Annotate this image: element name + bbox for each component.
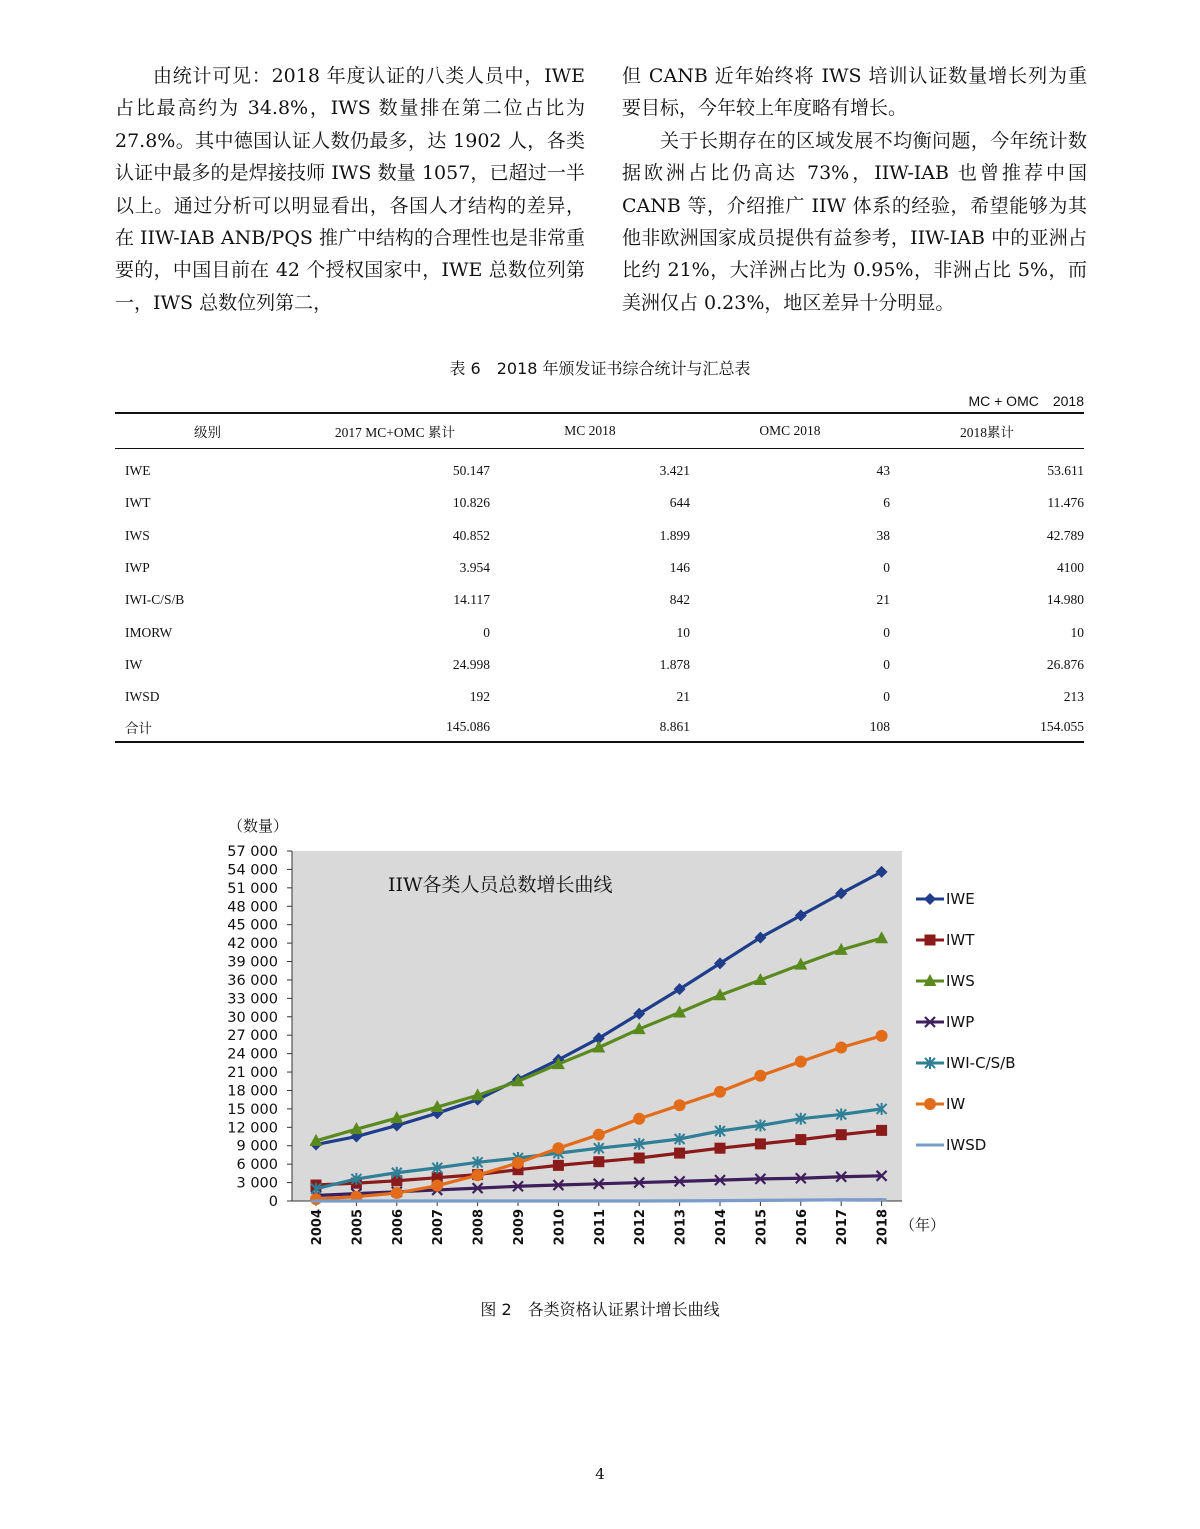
table-row-label: IWE (125, 463, 151, 479)
data-point-iw (431, 1180, 443, 1192)
table-cell: 21 (676, 689, 690, 705)
paragraph-right-regional: 关于长期存在的区域发展不均衡问题，今年统计数据欧洲占比仍高达 73%，IIW-IAB 也曾推荐中国 CANB 等，介绍推广 IIW 体系的经验，希望能够为其他非欧洲国家成员提供有益参考，IIW-IAB 中的亚洲占比约 21%，大洋洲占比为 0.95%，非洲占比 5%，而美洲仅占 0.23%，地区差异十分明显。 (622, 129, 1087, 314)
y-tick-label: 51 000 (227, 880, 278, 897)
y-tick-label: 3 000 (236, 1175, 278, 1192)
data-point-iwsd (513, 1200, 523, 1203)
table-cell: 0 (883, 624, 890, 640)
data-point-iwsd (311, 1200, 321, 1203)
figure-caption: 图 2 各类资格认证累计增长曲线 (480, 1300, 720, 1319)
y-tick-label: 15 000 (227, 1101, 278, 1118)
table-cell: 644 (669, 495, 690, 511)
page-number: 4 (595, 1465, 605, 1483)
table-row-label: IWSD (125, 689, 160, 705)
chart-title: IIW各类人员总数增长曲线 (388, 874, 613, 896)
table-header-cell: 2017 MC+OMC 累计 (300, 413, 490, 449)
data-point-iwsd (715, 1199, 725, 1202)
legend-label-iwt: IWT (946, 931, 975, 949)
data-point-iw (310, 1193, 322, 1205)
table-header-cell: 级别 (115, 413, 300, 449)
growth-chart-svg (0, 800, 1200, 1260)
data-point-iw (512, 1157, 524, 1169)
table-row-label: IWS (125, 527, 150, 543)
y-tick-label: 6 000 (236, 1157, 278, 1174)
table-cell: 0 (483, 624, 490, 640)
table-row (115, 552, 1084, 584)
legend-marker-iwt (925, 935, 936, 946)
data-point-iw (391, 1187, 403, 1199)
data-point-iwsd (432, 1200, 442, 1203)
data-point-iwsd (351, 1200, 361, 1203)
table-cell: 0 (883, 656, 890, 672)
data-point-iw (876, 1030, 888, 1042)
x-tick-label: 2017 (835, 1209, 851, 1246)
legend-label-iws: IWS (946, 972, 975, 990)
table-header-row (115, 413, 1084, 449)
table-cell: 38 (876, 527, 890, 543)
table-unit-label: MC + OMC 2018 (968, 393, 1084, 409)
table-cell: 43 (876, 463, 890, 479)
x-axis-label: （年） (900, 1216, 946, 1234)
table-cell: 0 (883, 689, 890, 705)
x-tick-label: 2018 (875, 1209, 891, 1246)
x-tick-label: 2008 (471, 1209, 487, 1246)
table-cell: 1.878 (659, 656, 690, 672)
table-row (115, 713, 1084, 742)
data-point-iwsd (755, 1199, 765, 1202)
table-cell: 3.421 (659, 463, 690, 479)
data-point-iw (795, 1056, 807, 1068)
data-point-iw (472, 1169, 484, 1181)
table-cell: 50.147 (452, 463, 490, 479)
legend-marker-iw (924, 1098, 936, 1110)
y-tick-label: 36 000 (227, 972, 278, 989)
table-cell: 14.980 (1046, 592, 1084, 608)
table-row-label: IWP (125, 560, 150, 576)
table-row-label: IWI-C/S/B (125, 592, 185, 608)
x-tick-label: 2011 (592, 1209, 608, 1246)
table-cell: 14.117 (453, 592, 490, 608)
table-header-cell: 2018累计 (890, 413, 1084, 449)
y-tick-label: 12 000 (227, 1120, 278, 1137)
table-cell: 108 (690, 713, 890, 742)
table-cell: 842 (669, 592, 690, 608)
table-cell: 3.954 (459, 560, 490, 576)
text-column-right (622, 60, 1087, 319)
x-tick-label: 2004 (310, 1209, 325, 1246)
data-point-iwsd (836, 1198, 846, 1201)
table-row-label: IWT (125, 495, 151, 511)
table-cell: 154.055 (890, 713, 1084, 742)
table-cell: 0 (883, 560, 890, 576)
table-cell: 10 (676, 624, 690, 640)
table-row-label: IW (125, 656, 143, 672)
table-cell: 10 (1070, 624, 1084, 640)
y-axis-label: （数量） (228, 817, 289, 835)
table-row-label: IMORW (125, 624, 173, 640)
table-row (115, 649, 1084, 681)
y-tick-label: 33 000 (227, 991, 278, 1008)
paragraph-right-continued: 但 CANB 近年始终将 IWS 培训认证数量增长列为重要目标，今年较上年度略有增长。 (622, 65, 1087, 120)
growth-chart (0, 800, 1200, 1260)
data-point-iwt (674, 1148, 685, 1159)
table-row (115, 487, 1084, 519)
table-row (115, 584, 1084, 616)
y-tick-label: 0 (268, 1194, 278, 1210)
data-point-iwsd (634, 1200, 644, 1203)
table-cell: 1.899 (659, 527, 690, 543)
table-cell: 145.086 (300, 713, 490, 742)
table-cell: 10.826 (452, 495, 490, 511)
x-tick-label: 2009 (512, 1209, 527, 1246)
table-header-cell: MC 2018 (490, 413, 690, 449)
table-cell: 146 (669, 560, 690, 576)
data-point-iwt (715, 1143, 726, 1154)
table-row (115, 520, 1084, 552)
y-tick-label: 54 000 (227, 862, 278, 879)
y-tick-label: 9 000 (236, 1138, 278, 1155)
table-body (115, 449, 1084, 743)
table-cell: 26.876 (1046, 656, 1084, 672)
legend-label-iwsd: IWSD (946, 1136, 987, 1154)
legend-label-iw: IW (946, 1095, 966, 1113)
table-row (115, 449, 1084, 488)
table-cell: 21 (876, 592, 890, 608)
x-tick-label: 2016 (794, 1209, 810, 1246)
table-cell: 213 (1063, 689, 1084, 705)
x-tick-label: 2015 (754, 1209, 770, 1246)
y-tick-label: 30 000 (227, 1009, 278, 1026)
x-tick-label: 2014 (714, 1209, 729, 1246)
y-tick-label: 42 000 (227, 936, 278, 953)
table-cell: 40.852 (452, 527, 490, 543)
x-tick-label: 2006 (390, 1209, 406, 1246)
table-cell: 8.861 (490, 713, 690, 742)
table-cell: 53.611 (1047, 463, 1084, 479)
text-column-left (115, 60, 585, 319)
table-header-cell: OMC 2018 (690, 413, 890, 449)
data-point-iwsd (473, 1200, 483, 1203)
x-tick-label: 2007 (431, 1209, 447, 1246)
y-tick-label: 18 000 (227, 1083, 278, 1100)
data-point-iwsd (553, 1200, 563, 1203)
legend-marker-iwsd (925, 1144, 935, 1147)
data-point-iw (835, 1041, 847, 1053)
table-cell: 11.476 (1047, 495, 1084, 511)
table-cell: 24.998 (452, 656, 490, 672)
data-point-iwt (634, 1153, 645, 1164)
data-point-iw (593, 1129, 605, 1141)
data-point-iwsd (796, 1199, 806, 1202)
data-point-iw (674, 1099, 686, 1111)
x-tick-label: 2010 (552, 1209, 568, 1246)
x-tick-label: 2005 (350, 1209, 366, 1246)
table-cell: 192 (469, 689, 490, 705)
table-row (115, 681, 1084, 713)
table-caption: 表 6 2018 年颁发证书综合统计与汇总表 (449, 359, 751, 378)
data-point-iw (552, 1142, 564, 1154)
y-tick-label: 57 000 (227, 844, 278, 860)
table-cell: 6 (883, 495, 890, 511)
data-point-iwt (836, 1129, 847, 1140)
legend-label-iwi-c-s-b: IWI-C/S/B (946, 1054, 1016, 1072)
table-row (115, 616, 1084, 648)
data-point-iw (714, 1086, 726, 1098)
x-tick-label: 2012 (633, 1209, 649, 1246)
y-tick-label: 24 000 (227, 1046, 278, 1063)
legend-marker-iwe (924, 893, 936, 905)
data-point-iwt (553, 1160, 564, 1171)
certificate-stats-table (115, 412, 1084, 743)
x-tick-label: 2013 (673, 1209, 689, 1246)
y-tick-label: 48 000 (227, 899, 278, 916)
data-point-iwt (795, 1134, 806, 1145)
paragraph-left: 由统计可见：2018 年度认证的八类人员中，IWE 占比最高约为 34.8%，IWS 数量排在第二位占比为 27.8%。其中德国认证人数仍最多，达 1902 人，各类认证中最多的是焊接技师 IWS 数量 1057，已超过一半以上。通过分析可以明显看出，各国人才结构的差异，在 IIW-IAB ANB/PQS 推广中结构的合理性也是非常重要的，中国目前在 42 个授权国家中，IWE 总数位列第一，IWS 总数位列第二， (115, 65, 585, 314)
data-point-iwsd (594, 1200, 604, 1203)
y-tick-label: 21 000 (227, 1065, 278, 1082)
data-point-iw (754, 1070, 766, 1082)
data-point-iwt (876, 1125, 887, 1136)
data-point-iwsd (877, 1198, 887, 1201)
data-point-iwsd (675, 1199, 685, 1202)
y-tick-label: 39 000 (227, 954, 278, 971)
data-point-iwt (755, 1138, 766, 1149)
legend-label-iwe: IWE (946, 890, 975, 908)
data-point-iwt (593, 1156, 604, 1167)
legend-label-iwp: IWP (946, 1013, 975, 1031)
data-point-iw (633, 1113, 645, 1125)
y-tick-label: 27 000 (227, 1028, 278, 1045)
table-cell: 4100 (1057, 560, 1084, 576)
y-tick-label: 45 000 (227, 917, 278, 934)
table-cell: 42.789 (1046, 527, 1084, 543)
data-point-iwsd (392, 1200, 402, 1203)
table-row-label: 合计 (115, 713, 300, 742)
